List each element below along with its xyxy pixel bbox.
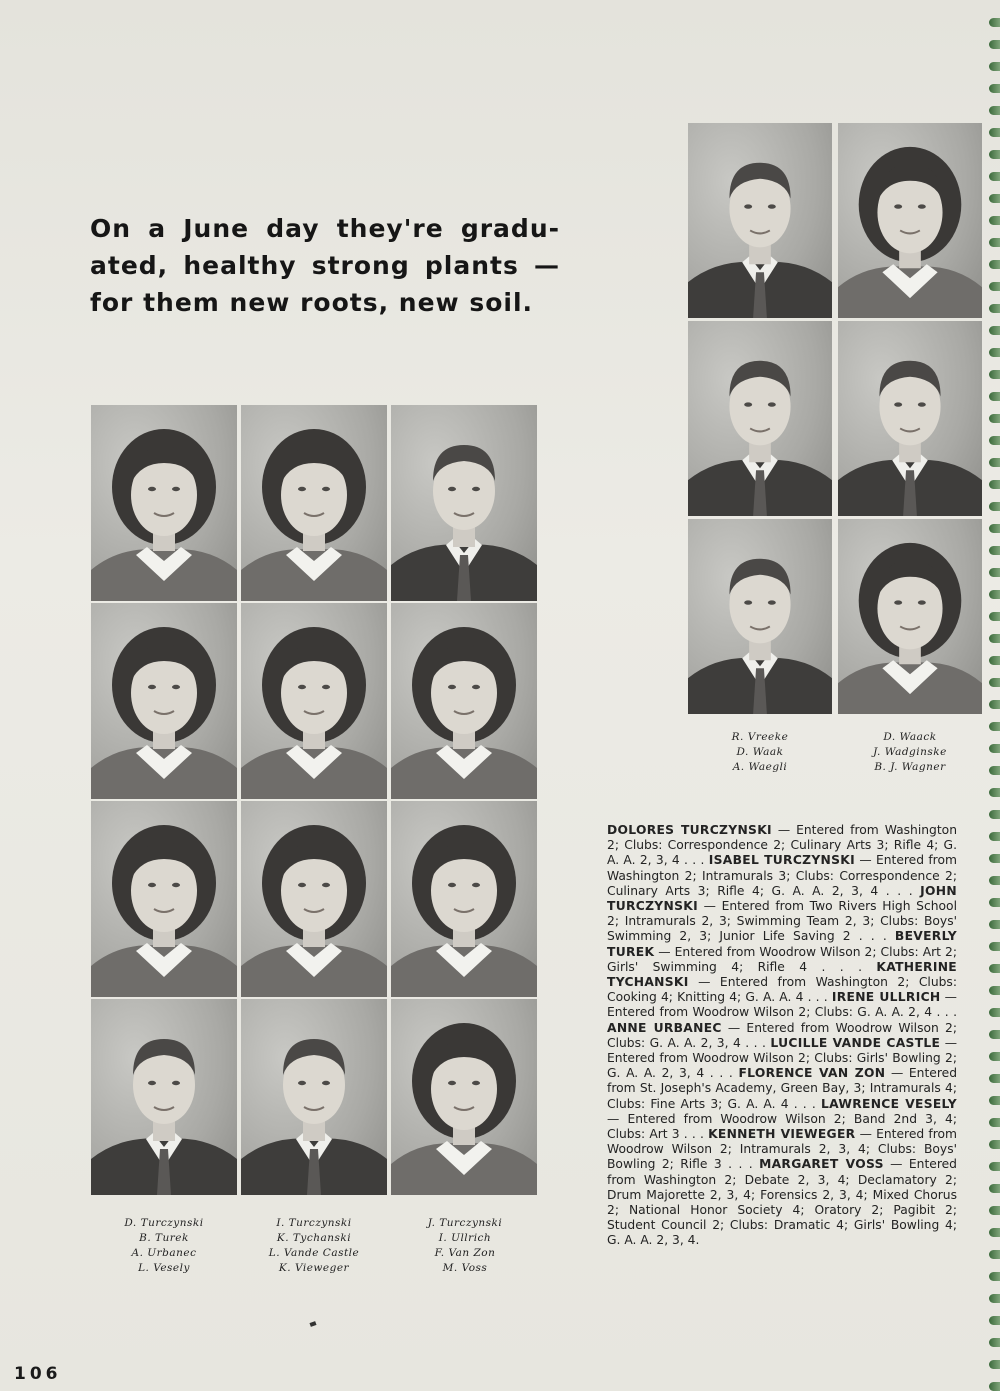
bio-name: DOLORES TURCZYNSKI [607, 823, 772, 837]
bio-name: JOHN TURCZYNSKI [607, 883, 957, 914]
binding-ring [989, 348, 1000, 357]
binding-ring [989, 986, 1000, 995]
binding-ring [989, 1140, 1000, 1149]
caption-name: L. Vesely [138, 1262, 190, 1274]
binding-ring [989, 216, 1000, 225]
binding-ring [989, 876, 1000, 885]
portrait-silhouette [391, 405, 537, 601]
binding-ring [989, 546, 1000, 555]
portrait-silhouette [91, 999, 237, 1195]
bio-text: Entered from Woodrow Wilson 2; Clubs: G. A. A. 2, 3, 4 [607, 1020, 957, 1050]
bio-name: ANNE URBANEC [607, 1020, 722, 1035]
bio-text: Entered from Woodrow Wilson 2; Clubs: G. A. A. 2, 4 [607, 1005, 933, 1020]
binding-ring [989, 634, 1000, 643]
binding-ring [989, 1008, 1000, 1017]
portrait-photo [91, 405, 237, 601]
bio-text: Entered from Washington 2; Clubs: Cooking 4; Knitting 4; G. A. A. 4 [607, 975, 957, 1005]
portrait-photo [241, 603, 387, 799]
caption-column-1 [92, 1216, 236, 1276]
portrait-silhouette [688, 519, 832, 714]
caption-name: J. Wadginske [873, 746, 947, 758]
caption-name: A. Waegli [732, 761, 788, 773]
faint-bleedthrough [95, 42, 255, 52]
portrait-photo [391, 405, 537, 601]
binding-ring [989, 678, 1000, 687]
headline [90, 210, 560, 321]
portrait-photo [688, 519, 832, 714]
binding-ring [989, 62, 1000, 71]
binding-ring [989, 920, 1000, 929]
binding-ring [989, 854, 1000, 863]
caption-name: R. Vreeke [731, 731, 789, 743]
binding-ring [989, 1250, 1000, 1259]
binding-ring [989, 524, 1000, 533]
bio-name: KENNETH VIEWEGER [708, 1127, 856, 1142]
bio-name: LAWRENCE VESELY [820, 1096, 957, 1111]
bio-text: Entered from Two Rivers High School 2; Intramurals 2, 3; Swimming Team 2, 3; Clubs: Boys' Swimming 2, 3; Junior Life Saving 2 [607, 899, 957, 944]
portrait-photo [91, 603, 237, 799]
binding-ring [989, 40, 1000, 49]
portrait-photo [391, 999, 537, 1195]
bio-name: BEVERLY TUREK [607, 929, 957, 959]
binding-ring [989, 1096, 1000, 1105]
portrait-silhouette [688, 321, 832, 516]
caption-name: I. Ullrich [438, 1232, 492, 1244]
portrait-silhouette [688, 123, 832, 318]
binding-ring [989, 1118, 1000, 1127]
portrait-photo [838, 519, 982, 714]
binding-ring [989, 1294, 1000, 1303]
bio-text: Entered from Woodrow Wilson 2; Intramurals 2, 3, 4; Clubs: Boys' Bowling 2; Rifle 3 [607, 1127, 957, 1172]
caption-name: M. Voss [442, 1262, 488, 1274]
portrait-silhouette [838, 321, 982, 516]
binding-ring [989, 1162, 1000, 1171]
bio-text: Entered from St. Joseph's Academy, Green Bay, 3; Intramurals 4; Clubs: Fine Arts 3; G. A. A. 4 [607, 1066, 957, 1111]
binding-ring [989, 964, 1000, 973]
bio-name: KATHERINE TYCHANSKI [607, 959, 957, 990]
bio-text: Entered from Washington 2; Debate 2, 3, 4; Declamatory 2; Drum Majorette 2, 3, 4; Forensics 2, 3, 4; Mixed Chorus 2; National Honor Society 4; Oratory 2; Pagibit 2; Student Council 2; Clubs: Dramatic 4; Girls' Bowling 4; G. A. A. 2, 3, 4. [607, 1157, 957, 1248]
binding-ring [989, 1272, 1000, 1281]
binding-ring [989, 18, 1000, 27]
portrait-photo [91, 999, 237, 1195]
binding-ring [989, 370, 1000, 379]
headline-line-1: On a June day they're gradu- [90, 214, 560, 243]
caption-name: B. J. Wagner [874, 761, 946, 773]
binding-ring [989, 480, 1000, 489]
binding-ring [989, 744, 1000, 753]
binding-ring [989, 282, 1000, 291]
portrait-silhouette [391, 999, 537, 1195]
caption-name: B. Turek [139, 1232, 189, 1244]
binding-ring [989, 942, 1000, 951]
binding-ring [989, 700, 1000, 709]
headline-line-3: for them new roots, new soil. [90, 288, 534, 317]
portrait-silhouette [241, 801, 387, 997]
binding-ring [989, 1052, 1000, 1061]
portrait-photo [241, 999, 387, 1195]
portrait-photo [391, 801, 537, 997]
binding-ring [989, 194, 1000, 203]
binding-ring [989, 898, 1000, 907]
portrait-photo [241, 405, 387, 601]
binding-ring [989, 612, 1000, 621]
bio-text: Entered from Woodrow Wilson 2; Clubs: Art 2; Girls' Swimming 4; Rifle 4 [607, 944, 957, 974]
caption-column-3 [393, 1216, 537, 1276]
binding-ring [989, 436, 1000, 445]
binding-ring [989, 150, 1000, 159]
binding-ring [989, 304, 1000, 313]
binding-ring [989, 414, 1000, 423]
bio-name: FLORENCE VAN ZON [738, 1066, 886, 1081]
binding-ring [989, 1228, 1000, 1237]
binding-ring [989, 788, 1000, 797]
portrait-silhouette [391, 801, 537, 997]
portrait-silhouette [91, 801, 237, 997]
portrait-silhouette [241, 603, 387, 799]
bio-text: Entered from Woodrow Wilson 2; Band 2nd 3, 4; Clubs: Art 3 [607, 1111, 957, 1142]
portrait-photo [838, 321, 982, 516]
caption-name: D. Waack [883, 731, 937, 743]
binding-ring [989, 238, 1000, 247]
caption-name: K. Tychanski [276, 1232, 352, 1244]
portrait-silhouette [391, 603, 537, 799]
binding-ring [989, 326, 1000, 335]
binding-ring [989, 590, 1000, 599]
portrait-photo [688, 321, 832, 516]
caption-column-2 [242, 1216, 386, 1276]
portrait-silhouette [91, 603, 237, 799]
binding-ring [989, 84, 1000, 93]
binding-ring [989, 1338, 1000, 1347]
binding-ring [989, 1206, 1000, 1215]
portrait-silhouette [91, 405, 237, 601]
portrait-photo [91, 801, 237, 997]
bio-text: Entered from Woodrow Wilson 2; Clubs: Girls' Bowling 2; G. A. A. 2, 3, 4 [607, 1051, 957, 1081]
binding-ring [989, 1074, 1000, 1083]
binding-ring [989, 722, 1000, 731]
bio-text: Entered from Washington 2; Intramurals 3; Clubs: Correspondence 2; Culinary Arts 3; Rifle 4; G. A. A. 2, 3, 4 [607, 853, 957, 898]
caption-column-right-1 [688, 730, 832, 775]
binding-ring [989, 260, 1000, 269]
caption-name: J. Turczynski [427, 1217, 503, 1229]
binding-ring [989, 568, 1000, 577]
caption-name: F. Van Zon [434, 1247, 496, 1259]
binding-ring [989, 766, 1000, 775]
bio-name: IRENE ULLRICH [831, 990, 941, 1005]
caption-name: I. Turczynski [276, 1217, 352, 1229]
portrait-photo [688, 123, 832, 318]
portrait-silhouette [838, 519, 982, 714]
binding-ring [989, 1184, 1000, 1193]
spiral-binding [986, 0, 1000, 1391]
caption-name: K. Vieweger [278, 1262, 350, 1274]
binding-ring [989, 502, 1000, 511]
binding-ring [989, 1030, 1000, 1039]
binding-ring [989, 458, 1000, 467]
headline-line-2: ated, healthy strong plants — [90, 251, 560, 280]
binding-ring [989, 810, 1000, 819]
caption-name: D. Turczynski [124, 1217, 204, 1229]
caption-name: D. Waak [736, 746, 784, 758]
caption-name: L. Vande Castle [268, 1247, 360, 1259]
binding-ring [989, 656, 1000, 665]
binding-ring [989, 392, 1000, 401]
binding-ring [989, 1360, 1000, 1369]
binding-ring [989, 106, 1000, 115]
caption-name: A. Urbanec [131, 1247, 197, 1259]
caption-column-right-2 [838, 730, 982, 775]
portrait-photo [241, 801, 387, 997]
binding-ring [989, 128, 1000, 137]
portrait-photo [391, 603, 537, 799]
binding-ring [989, 172, 1000, 181]
bio-name: ISABEL TURCZYNSKI [708, 853, 856, 868]
portrait-silhouette [241, 999, 387, 1195]
binding-ring [989, 1316, 1000, 1325]
bio-name: LUCILLE VANDE CASTLE [770, 1035, 941, 1050]
portrait-silhouette [241, 405, 387, 601]
binding-ring [989, 1382, 1000, 1391]
binding-ring [989, 832, 1000, 841]
biography-text-block: DOLORES TURCZYNSKI — Entered from Washington 2; Clubs: Correspondence 2; Culinary Arts 3; Rifle 4; G. A. A. 2, 3, 4 . . . ISABEL TURCZYNSKI — Entered from Washington 2; Intramurals 3; Clubs: Correspondence 2; Culinary Arts 3; Rifle 4; G. A. A. 2, 3, 4 . . . JOHN TURCZYNSKI — Entered from Two Rivers High School 2; Intramurals 2, 3; Swimming Team 2, 3; Clubs: Boys' Swimming 2, 3; Junior Life Saving 2 . . . BEVERLY TUREK — Entered from Woodrow Wilson 2; Clubs: Art 2; Girls' Swimming 4; Rifle 4 . . . KATHERINE TYCHANSKI — Entered from Washington 2; Clubs: Cooking 4; Knitting 4; G. A. A. 4 . . . IRENE ULLRICH — Entered from Woodrow Wilson 2; Clubs: G. A. A. 2, 4 . . . ANNE URBANEC — Entered from Woodrow Wilson 2; Clubs: G. A. A. 2, 3, 4 . . . LUCILLE VANDE CASTLE — Entered from Woodrow Wilson 2; Clubs: Girls' Bowling 2; G. A. A. 2, 3, 4 . . . FLORENCE VAN ZON — Entered from St. Joseph's Academy, Green Bay, 3; Intramurals 4; Clubs: Fine Arts 3; G. A. A. 4 . . . LAWRENCE VESELY — Entered from Woodrow Wilson 2; Band 2nd 3, 4; Clubs: Art 3 . . . KENNETH VIEWEGER — Entered from Woodrow Wilson 2; Intramurals 2, 3, 4; Clubs: Boys' Bowling 2; Rifle 3 . . . MARGARET VOSS — Entered from Washington 2; Debate 2, 3, 4; Declamatory 2; Drum Majorette 2, 3, 4; Forensics 2, 3, 4; Mixed Chorus 2; National Honor Society 4; Oratory 2; Pagibit 2; Student Council 2; Clubs: Dramatic 4; Girls' Bowling 4; G. A. A. 2, 3, 4. [607, 823, 957, 1248]
bio-text: Entered from Washington 2; Clubs: Correspondence 2; Culinary Arts 3; Rifle 4; G. A. A. 2, 3, 4 [607, 823, 957, 868]
portrait-silhouette [838, 123, 982, 318]
page-number: 106 [14, 1364, 62, 1384]
bio-name: MARGARET VOSS [759, 1157, 884, 1172]
portrait-photo [838, 123, 982, 318]
